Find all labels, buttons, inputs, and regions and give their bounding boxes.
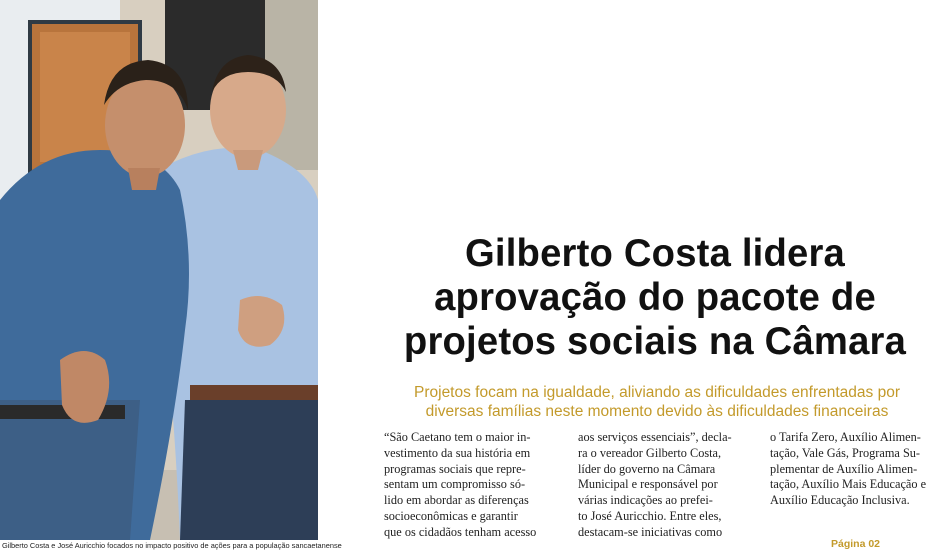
body-line: tação, Vale Gás, Programa Su- — [770, 445, 921, 460]
body-line: vestimento da sua história em — [384, 445, 531, 460]
body-line: lido em abordar as diferenças — [384, 493, 529, 508]
text-column-1 — [384, 430, 556, 541]
thumbs-up-left — [60, 351, 109, 423]
page-number: Página 02 — [831, 538, 881, 550]
body-line: Municipal e responsável por — [578, 477, 718, 492]
headline-line: Gilberto Costa lidera — [464, 232, 846, 275]
body-line: “São Caetano tem o maior in- — [384, 430, 531, 444]
subheadline — [372, 383, 942, 421]
article-body — [384, 430, 944, 555]
body-line: tação, Auxílio Mais Educação e — [770, 477, 927, 492]
body-line: socioeconômicas e garantir — [384, 508, 518, 523]
subheadline-line: diversas famílias neste momento devido às dificuldades financeiras — [425, 403, 889, 420]
body-line: ra o vereador Gilberto Costa, — [578, 445, 722, 460]
body-line: aos serviços essenciais”, decla- — [578, 430, 732, 444]
article-photo — [0, 0, 318, 540]
text-column-3 — [770, 430, 942, 509]
belt-left — [0, 405, 125, 419]
body-line: o Tarifa Zero, Auxílio Alimen- — [770, 430, 921, 444]
body-line: Auxílio Educação Inclusiva. — [770, 493, 910, 508]
body-line: to José Auricchio. Entre eles, — [578, 508, 722, 523]
headline — [372, 232, 938, 364]
subheadline-line: Projetos focam na igualdade, aliviando as dificuldades enfrentadas por — [414, 384, 900, 401]
body-line: que os cidadãos tenham acesso — [384, 524, 537, 539]
text-column-2 — [578, 430, 750, 541]
photo-illustration — [0, 0, 318, 540]
body-line: sentam um compromisso só- — [384, 477, 526, 492]
photo-caption: Gilberto Costa e José Auricchio focados no impacto positivo de ações para a população sancaetanense — [2, 541, 342, 550]
body-line: programas sociais que repre- — [384, 461, 526, 476]
body-line: líder do governo na Câmara — [578, 461, 716, 476]
headline-line: projetos sociais na Câmara — [403, 320, 907, 363]
body-line: várias indicações ao prefei- — [578, 493, 713, 508]
body-line: plementar de Auxílio Alimen- — [770, 461, 918, 476]
body-line: destacam-se iniciativas como — [578, 524, 723, 539]
headline-line: aprovação do pacote de — [434, 276, 876, 319]
